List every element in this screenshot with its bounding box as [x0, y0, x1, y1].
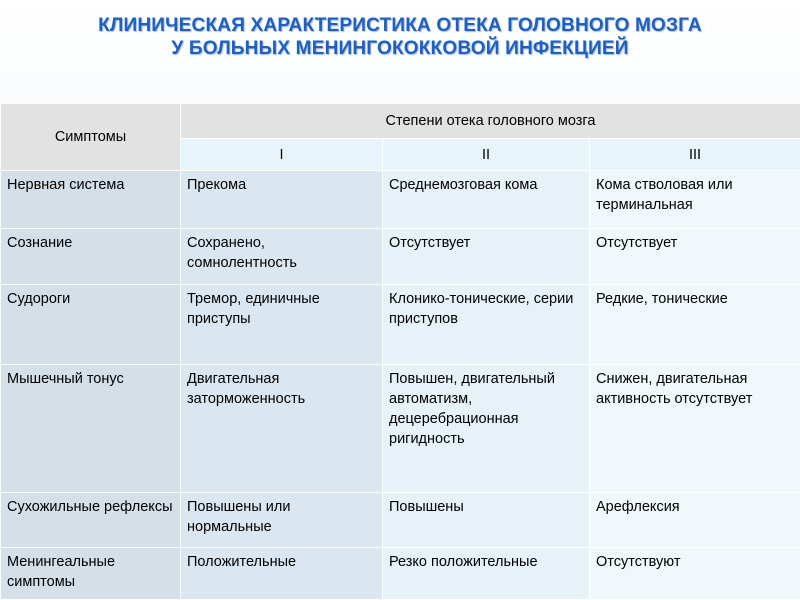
header-degree-1: I: [181, 139, 383, 171]
degree-1-cell: Повышены или нормальные: [181, 493, 383, 548]
degree-2-cell: Резко положительные: [383, 548, 590, 600]
slide-title: [0, 14, 800, 60]
table-row: [1, 493, 800, 548]
degree-1-cell: Двигательная заторможенность: [181, 365, 383, 493]
symptoms-table: [0, 103, 800, 600]
symptom-cell: Сухожильные рефлексы: [1, 493, 181, 548]
symptom-cell: Сознание: [1, 229, 181, 285]
degree-3-cell: Отсутствуют: [590, 548, 800, 600]
header-degree-2: II: [383, 139, 590, 171]
degree-1-cell: Тремор, единичные приступы: [181, 285, 383, 365]
degree-2-cell: Отсутствует: [383, 229, 590, 285]
symptom-cell: Мышечный тонус: [1, 365, 181, 493]
degree-3-cell: Снижен, двигательная активность отсутствует: [590, 365, 800, 493]
title-line-1: КЛИНИЧЕСКАЯ ХАРАКТЕРИСТИКА ОТЕКА ГОЛОВНОГО МОЗГА: [98, 15, 702, 36]
header-degree-3: III: [590, 139, 800, 171]
table-row: [1, 365, 800, 493]
degree-2-cell: Повышен, двигательный автоматизм, децеребрационная ригидность: [383, 365, 590, 493]
degree-3-cell: Кома стволовая или терминальная: [590, 171, 800, 229]
symptom-cell: Судороги: [1, 285, 181, 365]
header-symptoms: Симптомы: [1, 104, 181, 171]
degree-2-cell: Повышены: [383, 493, 590, 548]
degree-1-cell: Прекома: [181, 171, 383, 229]
degree-3-cell: Отсутствует: [590, 229, 800, 285]
table-row: [1, 171, 800, 229]
symptom-cell: Менингеальные симптомы: [1, 548, 181, 600]
table-row: [1, 548, 800, 600]
degree-2-cell: Среднемозговая кома: [383, 171, 590, 229]
degree-3-cell: Редкие, тонические: [590, 285, 800, 365]
title-line-2: У БОЛЬНЫХ МЕНИНГОКОККОВОЙ ИНФЕКЦИЕЙ: [171, 38, 629, 59]
degree-2-cell: Клонико-тонические, серии приступов: [383, 285, 590, 365]
header-degrees: Степени отека головного мозга: [181, 104, 800, 139]
degree-1-cell: Сохранено, сомнолентность: [181, 229, 383, 285]
symptom-cell: Нервная система: [1, 171, 181, 229]
degree-3-cell: Арефлексия: [590, 493, 800, 548]
degree-1-cell: Положительные: [181, 548, 383, 600]
table-row: [1, 285, 800, 365]
table-row: [1, 229, 800, 285]
